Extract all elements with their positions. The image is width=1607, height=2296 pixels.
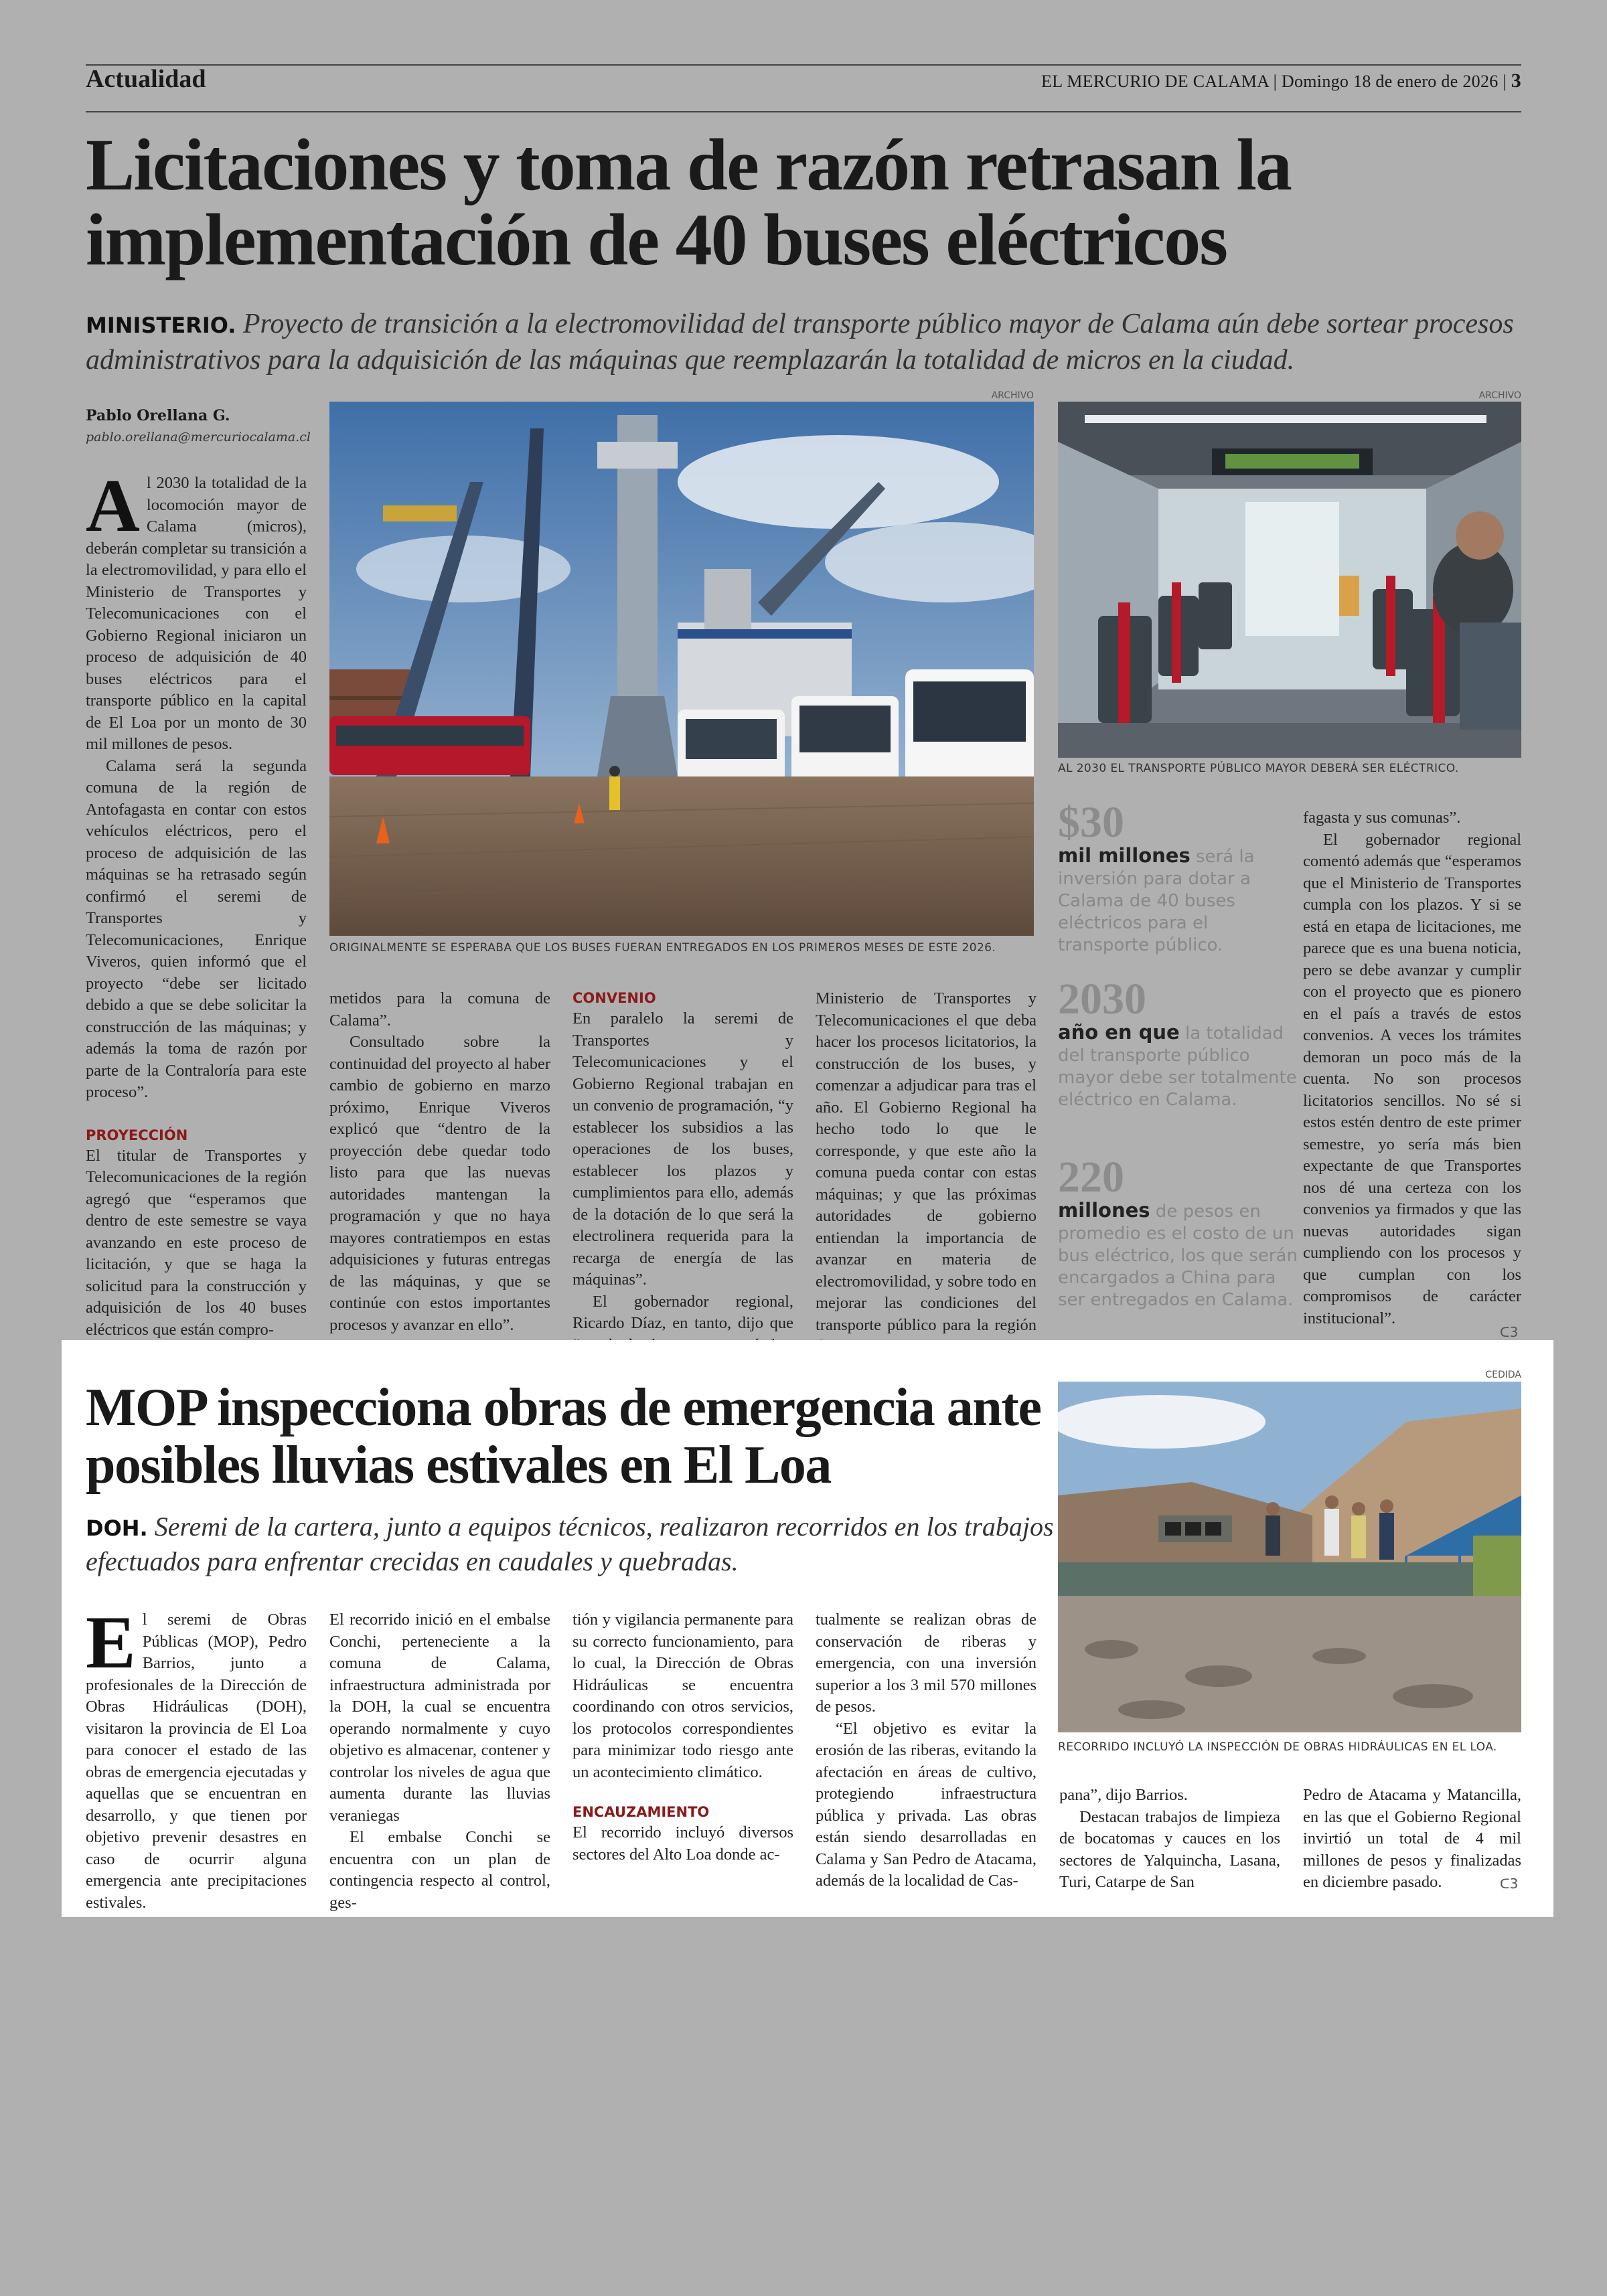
paragraph: Calama será la segunda comuna de la región de Antofagasta en contar con estos vehículos eléctricos, pero el proceso de adquisición de las máquinas se ha retrasado según confirmó el seremi de Transportes y Telecomunicaciones, Enrique Viveros, quien informó que el proyecto “debe ser licitado debido a que se debe solicitar la construcción de las máquinas; y además la toma de razón por parte de la Contraloría para este proceso”. xyxy=(86,756,307,1101)
port-scene-illustration xyxy=(329,402,1034,936)
paragraph: metidos para la comuna de Calama”. xyxy=(329,989,550,1030)
paragraph: Al 2030 la totalidad de la locomoción mayor de Calama (micros), deberán completar su transición a la electromovilidad, y para ello el Ministerio de Transportes y Telecomunicaciones con el Gobierno Regional iniciaron un proceso de adquisición de 40 buses eléctricos para el transporte público en la capital de El Loa por un monto de 30 mil millones de pesos. xyxy=(86,465,307,753)
page-folio: EL MERCURIO DE CALAMA | Domingo 18 de enero de 2026 | 3 xyxy=(1041,70,1521,92)
paragraph: fagasta y sus comunas”. xyxy=(1303,809,1461,827)
river-inspection-photo xyxy=(1058,1382,1521,1732)
bus-interior-illustration xyxy=(1058,402,1521,758)
fact-box-investment xyxy=(1058,798,1299,957)
fact-figure: 2030 xyxy=(1058,975,1146,1023)
secondary-column-1 xyxy=(86,1601,307,1914)
issue-date: Domingo 18 de enero de 2026 xyxy=(1281,72,1499,91)
article-column-1 xyxy=(86,465,307,1341)
section-label: Actualidad xyxy=(86,65,206,93)
fact-text: será la inversión para dotar a Calama de 40 buses eléctricos para el transporte público. xyxy=(1058,847,1255,955)
page-number: 3 xyxy=(1511,70,1521,92)
article-column-3 xyxy=(572,988,793,1356)
photo-credit: ARCHIVO xyxy=(1478,390,1521,401)
top-rule xyxy=(86,64,1521,66)
photo-credit: CEDIDA xyxy=(1485,1370,1521,1380)
photo-caption: AL 2030 EL TRANSPORTE PÚBLICO MAYOR DEBERÁ SER ELÉCTRICO. xyxy=(1058,762,1459,775)
secondary-column-5 xyxy=(1059,1785,1280,1894)
fact-figure: 220 xyxy=(1058,1153,1124,1202)
secondary-column-6 xyxy=(1303,1785,1521,1894)
fact-box-cost xyxy=(1058,1155,1299,1311)
article-column-2 xyxy=(329,988,550,1336)
paragraph: Pedro de Atacama y Matancilla, en las que el Gobierno Regional invirtió un total de 4 mil millones de pesos y finalizadas en diciembre pasado. xyxy=(1303,1786,1521,1891)
paragraph: El gobernador regional comentó además que “esperamos que el Ministerio de Transportes cumpla con los plazos. Y si se está en etapa de licitaciones, me parece que es una buena noticia, pero se debe avanzar y cumplir con el proyecto que es pionero en el país a través de estos convenios. A veces los trámites demoran un poco más de la cuenta. No son procesos licitatorios sencillos. No sé si estos estén dentro de este primer semestre, yo sería más bien expectante de que Transportes nos dé una certeza con los convenios ya firmados y que las nuevas autoridades sigan cumpliendo con los procesos y que cumplan con los compromisos de carácter institucional”. xyxy=(1303,830,1521,1327)
paragraph: pana”, dijo Barrios. xyxy=(1059,1786,1188,1804)
headline-secondary: MOP inspecciona obras de emergencia ante posibles lluvias estivales en El Loa xyxy=(86,1378,1041,1495)
end-mark: ᑕ3 xyxy=(1500,1324,1519,1340)
paragraph: Ministerio de Transportes y Telecomunicaciones el que deba hacer los procesos licitatorios, la construcción de los buses, y comenzar a adjudicar para tras el año. El Gobierno Regional ha hecho todo lo que le corresponde, y que este año la comuna pueda contar con estas máquinas; y que las próximas autoridades de gobierno entiendan la importancia de avanzar en materia de electromovilidad, y sobre todo en mejorar las condiciones del transporte público para la región xyxy=(816,989,1037,1334)
fact-label: año en que xyxy=(1058,1021,1180,1044)
article-column-4 xyxy=(816,988,1037,1358)
fact-text: la totalidad del transporte público mayor debe ser totalmente eléctrico en Calama. xyxy=(1058,1023,1297,1110)
fact-box-year xyxy=(1058,977,1299,1111)
subhead: PROYECCIÓN xyxy=(86,1127,188,1143)
deck-secondary xyxy=(86,1510,1057,1578)
fact-text: de pesos en promedio es el costo de un bus eléctrico, los que serán encargados a China para ser entregados en Calama. xyxy=(1058,1202,1298,1310)
paragraph: En paralelo la seremi de Transportes y Telecomunicaciones y el Gobierno Regional trabajan en un convenio de programación, “y establecer los subsidios a las operaciones de los buses, establecer los plazos y cumplimientos para ello, además de la dotación de lo que será la electrolinera requerida para la recarga de energía de las máquinas”. xyxy=(572,1009,793,1289)
paragraph: El recorrido incluyó diversos sectores del Alto Loa donde ac- xyxy=(572,1823,793,1864)
deck-text: Seremi de la cartera, junto a equipos técnicos, realizaron recorridos en los trabajos efectuados para enfrentar crecidas en caudales y quebradas. xyxy=(86,1511,1054,1576)
fact-label: mil millones xyxy=(1058,844,1191,867)
paragraph: tualmente se realizan obras de conservación de riberas y emergencia, con una inversión superior a los 3 mil 570 millones de pesos. xyxy=(816,1611,1037,1716)
paragraph: “El objetivo es evitar la erosión de las riberas, evitando la afectación en áreas de cultivo, protegiendo infraestructura pública y privada. Las obras están siendo desarrolladas en Calama y San Pedro de Atacama, además de la localidad de Cas- xyxy=(816,1719,1037,1890)
port-buses-photo xyxy=(329,402,1034,936)
kicker: MINISTERIO. xyxy=(86,313,236,338)
article-column-5 xyxy=(1303,807,1521,1329)
photo-caption: ORIGINALMENTE SE ESPERABA QUE LOS BUSES FUERAN ENTREGADOS EN LOS PRIMEROS MESES DE ESTE 2026. xyxy=(329,941,996,955)
secondary-column-3 xyxy=(572,1609,793,1866)
paragraph: El recorrido inició en el embalse Conchi, perteneciente a la comuna de Calama, infraestructura administrada por la DOH, la cual se encuentra operando normalmente y cuyo objetivo es almacenar, contener y controlar los niveles de agua que aumenta durante las lluvias veraniegas xyxy=(329,1611,550,1825)
photo-credit: ARCHIVO xyxy=(991,390,1034,401)
secondary-column-2 xyxy=(329,1609,550,1914)
photo-caption: RECORRIDO INCLUYÓ LA INSPECCIÓN DE OBRAS HIDRÁULICAS EN EL LOA. xyxy=(1058,1740,1497,1754)
deck xyxy=(86,307,1525,378)
deck-text: Proyecto de transición a la electromovilidad del transporte público mayor de Calama aún debe sortear procesos administrativos para la adquisición de las máquinas que reemplazarán la totalidad de micros en la ciudad. xyxy=(86,309,1514,376)
bus-interior-photo xyxy=(1058,402,1521,758)
paragraph: El titular de Transportes y Telecomunicaciones de la región agregó que “esperamos que dentro de este semestre se vaya avanzando en este proceso de licitación, y que se haga la solicitud para la construcción y adquisición de los 40 buses eléctricos que están compro- xyxy=(86,1146,307,1339)
paragraph: tión y vigilancia permanente para su correcto funcionamiento, para lo cual, la Dirección de Obras Hidráulicas se encuentra coordinando con otros servicios, los protocolos correspondientes para minimizar todo riesgo ante un acontecimiento climático. xyxy=(572,1611,793,1781)
kicker: DOH. xyxy=(86,1515,148,1541)
end-mark: ᑕ3 xyxy=(1500,1876,1519,1892)
paragraph: El embalse Conchi se encuentra con un plan de contingencia respecto al control, ges- xyxy=(329,1828,550,1912)
paragraph: Consultado sobre la continuidad del proyecto al haber cambio de gobierno en marzo próximo, Enrique Viveros explicó que “dentro de la proyección debe quedar todo listo para que las nuevas autoridades mantengan la programación y que no haya mayores contratiempos en estas adquisiciones y futuras entregas de las máquinas, y que se continúe con estos importantes procesos y avanzar en ello”. xyxy=(329,1033,550,1334)
subhead: CONVENIO xyxy=(572,990,656,1006)
drop-cap: E xyxy=(86,1601,136,1684)
paragraph: El seremi de Obras Públicas (MOP), Pedro Barrios, junto a profesionales de la Dirección de Obras Hidráulicas (DOH), visitaron la provincia de El Loa para conocer el estado de las obras de emergencia ejecutadas y aquellas que se encuentran en desarrollo, y que tienen por objetivo prevenir desastres en caso de ocurrir alguna emergencia ante precipitaciones estivales. xyxy=(86,1601,307,1912)
header-rule xyxy=(86,111,1521,112)
paper-name: EL MERCURIO DE CALAMA xyxy=(1041,72,1269,91)
author-email: pablo.orellana@mercuriocalama.cl xyxy=(86,430,311,444)
river-scene-illustration xyxy=(1058,1382,1521,1732)
subhead: ENCAUZAMIENTO xyxy=(572,1804,710,1820)
secondary-column-4 xyxy=(816,1609,1037,1892)
byline: Pablo Orellana G. xyxy=(86,407,230,424)
headline: Licitaciones y toma de razón retrasan la implementación de 40 buses eléctricos xyxy=(86,124,1291,280)
paragraph: Destacan trabajos de limpieza de bocatomas y cauces en los sectores de Yalquincha, Lasana, Turi, Catarpe de San xyxy=(1059,1807,1280,1891)
fact-figure: $30 xyxy=(1058,798,1124,847)
paragraph: El gobernador regional, Ricardo Díaz, en tanto, dijo que xyxy=(572,1292,793,1332)
drop-cap: A xyxy=(86,465,140,548)
fact-label: millones xyxy=(1058,1199,1150,1222)
